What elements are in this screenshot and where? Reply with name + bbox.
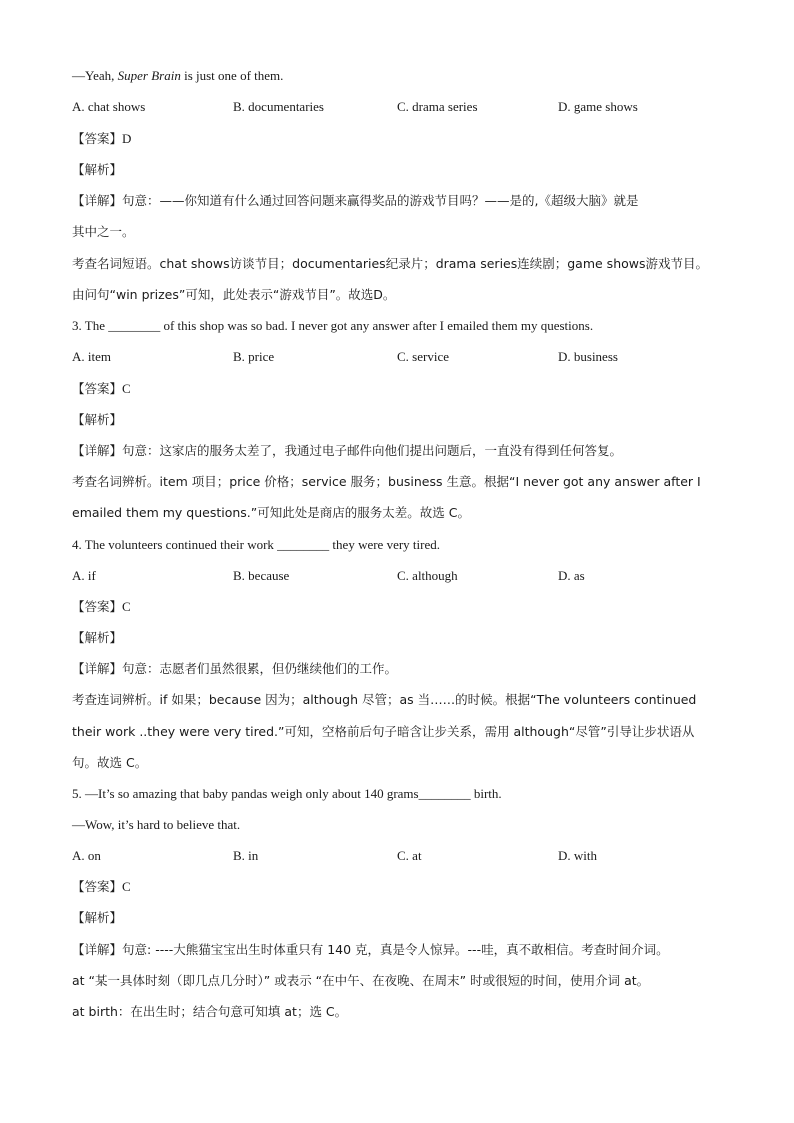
q3-option-c: C. service — [397, 349, 449, 364]
q2-detail-tag: 【详解】 — [72, 193, 123, 208]
q5-answer: C — [122, 879, 131, 894]
q2-option-d: D. game shows — [558, 99, 638, 114]
q3-detail-line3: emailed them my questions.”可知此处是商店的服务太差。故选 C。 — [72, 505, 470, 520]
q2-dialog-suffix: is just one of them. — [180, 68, 284, 83]
q2-detail-line3: 考查名词短语。chat shows访谈节目；documentaries纪录片；drama series连续剧；game shows游戏节目。 — [72, 256, 709, 271]
q5-analysis-tag: 【解析】 — [72, 910, 123, 925]
q5-option-a: A. on — [72, 848, 101, 863]
q5-detail-text1: 句意: ----大熊猫宝宝出生时体重只有 140 克，真是令人惊异。---哇，真不敢相信。考查时间介词。 — [122, 942, 669, 957]
q4-detail-line1 — [72, 661, 397, 677]
q2-answer-tag: 【答案】 — [72, 131, 123, 146]
q2-detail-line4: 由问句“win prizes”可知，此处表示“游戏节目”。故选D。 — [72, 287, 396, 302]
q2-detail-line2: 其中之一。 — [72, 224, 135, 239]
q2-answer: D — [122, 131, 132, 146]
q4-detail-tag: 【详解】 — [72, 661, 123, 676]
q3-answer-line — [72, 381, 131, 397]
q5-dialog: —Wow, it’s hard to believe that. — [72, 817, 241, 832]
q4-stem: 4. The volunteers continued their work ________ they were very tired. — [72, 537, 440, 552]
q3-stem: 3. The ________ of this shop was so bad. I never got any answer after I emailed them my questions. — [72, 318, 594, 333]
q3-option-d: D. business — [558, 349, 618, 364]
q3-detail-line1 — [72, 443, 622, 459]
q2-answer-line — [72, 131, 131, 147]
q4-option-c: C. although — [397, 568, 458, 583]
q2-dialog-line — [72, 68, 283, 84]
q5-answer-line — [72, 879, 131, 895]
q4-option-a: A. if — [72, 568, 96, 583]
q3-detail-line2: 考查名词辨析。item 项目；price 价格；service 服务；business 生意。根据“I never got any answer after I — [72, 474, 701, 489]
q3-option-b: B. price — [233, 349, 275, 364]
q5-option-c: C. at — [397, 848, 422, 863]
q4-answer-tag: 【答案】 — [72, 599, 123, 614]
q4-option-d: D. as — [558, 568, 585, 583]
q3-detail-tag: 【详解】 — [72, 443, 123, 458]
q2-options — [72, 99, 732, 115]
q2-analysis-tag: 【解析】 — [72, 162, 123, 177]
q4-option-b: B. because — [233, 568, 290, 583]
q4-detail-line4: 句。故选 C。 — [72, 755, 148, 770]
q5-answer-tag: 【答案】 — [72, 879, 123, 894]
q5-options — [72, 848, 732, 864]
q2-option-a: A. chat shows — [72, 99, 146, 114]
q2-detail-line1 — [72, 193, 639, 209]
q5-detail-line3: at birth：在出生时；结合句意可知填 at；选 C。 — [72, 1004, 348, 1019]
q5-detail-tag: 【详解】 — [72, 942, 123, 957]
q4-options — [72, 568, 732, 584]
q2-dialog-italic: Super Brain — [117, 68, 181, 83]
q3-analysis-tag: 【解析】 — [72, 412, 123, 427]
q2-detail-text1: 句意：——你知道有什么通过回答问题来赢得奖品的游戏节目吗？——是的,《超级大脑》就是 — [122, 193, 639, 208]
q5-option-b: B. in — [233, 848, 259, 863]
q4-answer-line — [72, 599, 131, 615]
q4-detail-line2: 考查连词辨析。if 如果；because 因为；although 尽管；as 当……的时候。根据“The volunteers continued — [72, 692, 697, 707]
q5-option-d: D. with — [558, 848, 597, 863]
q2-dialog-prefix: —Yeah, — [72, 68, 118, 83]
q5-detail-line2: at “某一具体时刻（即几点几分时）” 或表示 “在中午、在夜晚、在周末” 时或很短的时间，使用介词 at。 — [72, 973, 650, 988]
q3-answer-tag: 【答案】 — [72, 381, 123, 396]
q4-detail-text1: 句意：志愿者们虽然很累，但仍继续他们的工作。 — [122, 661, 398, 676]
q4-answer: C — [122, 599, 131, 614]
q3-option-a: A. item — [72, 349, 111, 364]
q5-detail-line1 — [72, 942, 669, 958]
q3-options — [72, 349, 732, 365]
q4-analysis-tag: 【解析】 — [72, 630, 123, 645]
q2-option-b: B. documentaries — [233, 99, 324, 114]
q3-answer: C — [122, 381, 131, 396]
q2-option-c: C. drama series — [397, 99, 478, 114]
q5-stem: 5. —It’s so amazing that baby pandas weigh only about 140 grams________ birth. — [72, 786, 502, 801]
q3-detail-text1: 句意：这家店的服务太差了，我通过电子邮件向他们提出问题后，一直没有得到任何答复。 — [122, 443, 623, 458]
q4-detail-line3: their work ..they were very tired.”可知，空格前后句子暗含让步关系，需用 although“尽管”引导让步状语从 — [72, 724, 695, 739]
